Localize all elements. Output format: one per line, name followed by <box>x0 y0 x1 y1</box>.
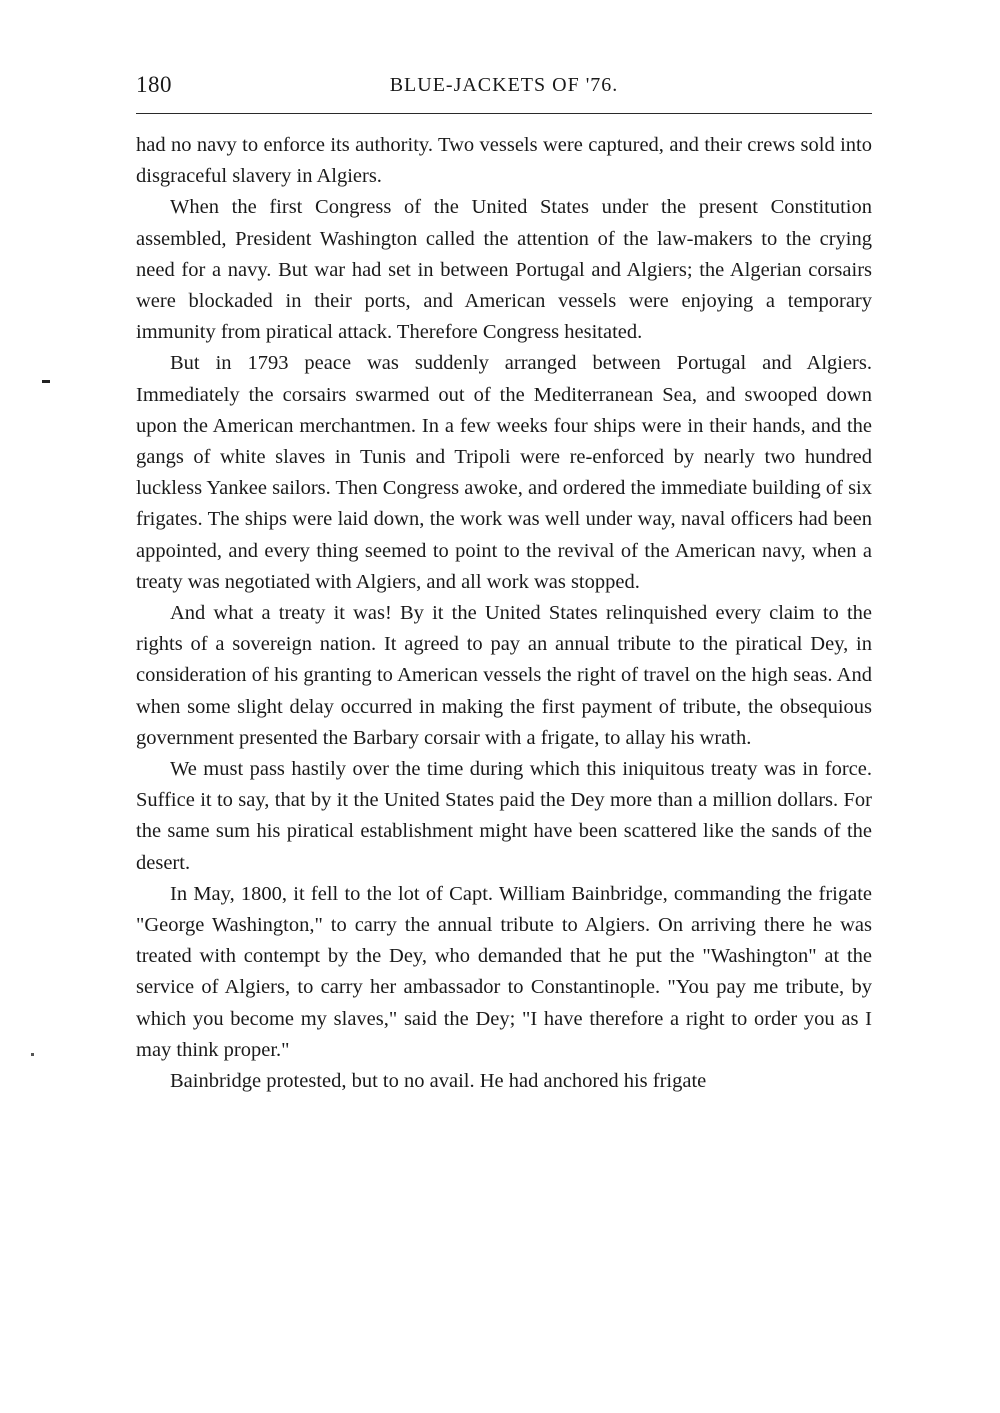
paragraph: But in 1793 peace was suddenly arranged between Portugal and Algiers. Immediately the corsairs swarmed out of the Mediterranean Sea, and swooped down upon the American merchantmen. In a few weeks four ships were in their hands, and the gangs of white slaves in Tunis and Tripoli were re-enforced by nearly two hundred luckless Yankee sailors. Then Congress awoke, and ordered the immediate building of six frigates. The ships were laid down, the work was well under way, naval officers had been appointed, and every thing seemed to point to the revival of the American navy, when a treaty was negotiated with Algiers, and all work was stopped. <box>136 352 872 593</box>
margin-mark <box>42 380 50 383</box>
running-title: BLUE-JACKETS OF '76. <box>389 74 619 96</box>
page-number: 180 <box>136 72 172 97</box>
margin-speck <box>31 1053 34 1056</box>
paragraph: And what a treaty it was! By it the United States relinquished every claim to the rights of a sovereign nation. It agreed to pay an annual tribute to the piratical Dey, in consideration of his granting to American vessels the right of travel on the high seas. And when some slight delay occurred in making the first payment of tribute, the obsequious government presented the Barbary corsair with a frigate, to allay his wrath. <box>136 602 872 749</box>
paragraph: In May, 1800, it fell to the lot of Capt. William Bainbridge, commanding the frigate "George Washington," to carry the annual tribute to Algiers. On arriving there he was treated with contempt by the Dey, who demanded that he put the "Washington" at the service of Algiers, to carry her ambassador to Constantinople. "You pay me tribute, by which you become my slaves," said the Dey; "I have therefore a right to order you as I may think proper." <box>136 882 872 1061</box>
header-rule <box>136 113 872 114</box>
paragraph: When the first Congress of the United States under the present Constitution assembled, President Washington called the attention of the law-makers to the crying need for a navy. But war had set in between Portugal and Algiers; the Algerian corsairs were blockaded in their ports, and American vessels were enjoying a temporary immunity from piratical attack. Therefore Congress hesitated. <box>136 196 872 344</box>
paragraph: Bainbridge protested, but to no avail. He had anchored his frigate <box>170 1070 707 1093</box>
body-text <box>136 130 872 1097</box>
paragraph: We must pass hastily over the time during which this iniquitous treaty was in force. Suffice it to say, that by it the United States paid the Dey more than a million dollars. For the same sum his piratical establishment might have been scattered like the sands of the desert. <box>136 758 872 874</box>
paragraph-continued: had no navy to enforce its authority. Two vessels were captured, and their crews sold into disgraceful slavery in Algiers. <box>136 134 872 188</box>
running-head <box>136 72 872 104</box>
